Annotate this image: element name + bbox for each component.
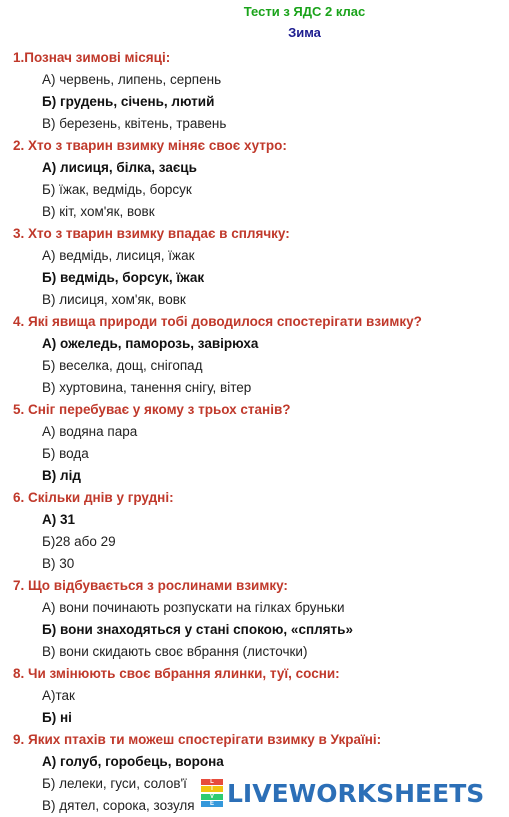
answer-option[interactable]: Б) ведмідь, борсук, їжак [42, 270, 205, 285]
liveworksheets-mark-icon [201, 779, 223, 807]
answer-option[interactable]: А)так [42, 688, 75, 703]
logo-mark-letter: E [201, 801, 223, 807]
answer-option[interactable]: В) хуртовина, танення снігу, вітер [42, 380, 252, 395]
answer-option[interactable]: В) лід [42, 468, 81, 483]
answer-option[interactable]: В) лисиця, хом'як, вовк [42, 292, 186, 307]
question-text: 2. Хто з тварин взимку міняє своє хутро: [13, 138, 287, 153]
answer-option[interactable]: В) вони скидають своє вбрання (листочки) [42, 644, 308, 659]
worksheet-title: Тести з ЯДС 2 клас [243, 4, 366, 19]
answer-option[interactable]: А) 31 [42, 512, 76, 527]
worksheet-subtitle: Зима [288, 25, 321, 40]
answer-option[interactable]: Б)28 або 29 [42, 534, 116, 549]
question-text: 4. Які явища природи тобі доводилося спостерігати взимку? [13, 314, 422, 329]
answer-option[interactable]: А) лисиця, білка, заєць [42, 160, 197, 175]
answer-option[interactable]: В) кіт, хом'як, вовк [42, 204, 155, 219]
answer-option[interactable]: А) вони починають розпускати на гілках бруньки [42, 600, 345, 615]
answer-option[interactable]: Б) їжак, ведмідь, борсук [42, 182, 192, 197]
question-list [0, 47, 509, 817]
answer-option[interactable]: Б) грудень, січень, лютий [42, 94, 215, 109]
question-text: 6. Скільки днів у грудні: [13, 490, 174, 505]
answer-option[interactable]: Б) вода [42, 446, 89, 461]
answer-option[interactable]: Б) лелеки, гуси, солов'ї [42, 776, 187, 791]
question-text: 1.Познач зимові місяці: [13, 50, 171, 65]
answer-option[interactable]: А) водяна пара [42, 424, 138, 439]
answer-option[interactable]: Б) вони знаходяться у стані спокою, «сплять» [42, 622, 353, 637]
answer-option[interactable]: А) голуб, горобець, ворона [42, 754, 224, 769]
question-text: 9. Яких птахів ти можеш спостерігати взимку в Україні: [13, 732, 382, 747]
answer-option[interactable]: А) ожеледь, паморозь, завірюха [42, 336, 259, 351]
answer-option[interactable]: Б) ні [42, 710, 72, 725]
liveworksheets-logo[interactable] [201, 777, 494, 809]
question-text: 8. Чи змінюють своє вбрання ялинки, туї, сосни: [13, 666, 340, 681]
answer-option[interactable]: В) 30 [42, 556, 75, 571]
logo-mark-letter: L [201, 779, 223, 785]
answer-option[interactable]: Б) веселка, дощ, снігопад [42, 358, 203, 373]
question-text: 7. Що відбувається з рослинами взимку: [13, 578, 288, 593]
answer-option[interactable]: А) червень, липень, серпень [42, 72, 222, 87]
logo-mark-letter: I [201, 786, 223, 792]
logo-mark-letter: V [201, 794, 223, 800]
question-text: 5. Сніг перебуває у якому з трьох станів? [13, 402, 291, 417]
answer-option[interactable]: В) березень, квітень, травень [42, 116, 227, 131]
answer-option[interactable]: А) ведмідь, лисиця, їжак [42, 248, 195, 263]
logo-text: LIVEWORKSHEETS [227, 778, 485, 808]
question-text: 3. Хто з тварин взимку впадає в сплячку: [13, 226, 290, 241]
answer-option[interactable]: В) дятел, сорока, зозуля [42, 798, 195, 813]
